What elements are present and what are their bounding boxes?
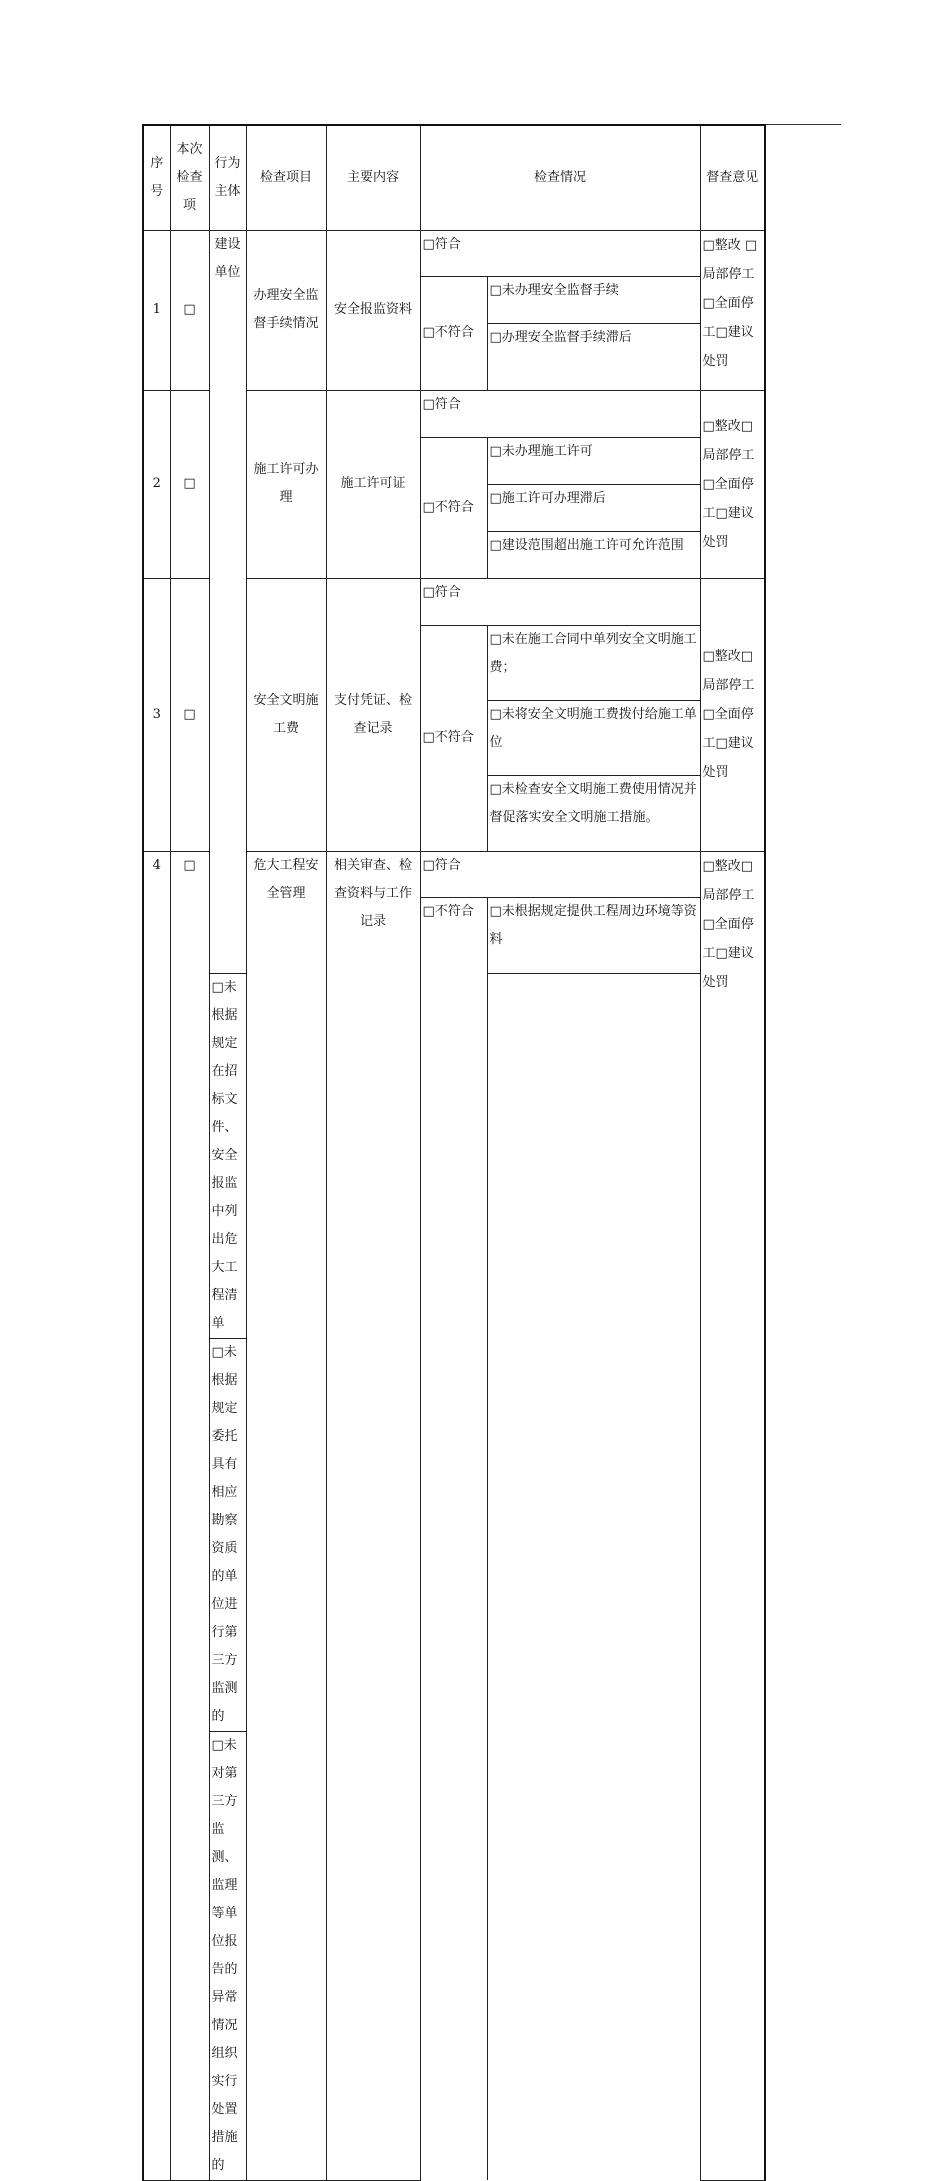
- main-content: 施工许可证: [326, 390, 420, 578]
- fault-option[interactable]: □未根据规定委托具有相应勘察资质的单位进行第三方监测的: [209, 1338, 246, 1731]
- fail-option[interactable]: □不符合: [420, 897, 487, 2180]
- row-number: 4: [143, 851, 170, 2180]
- fault-option[interactable]: □未将安全文明施工费拨付给施工单位: [487, 700, 700, 775]
- fault-option[interactable]: □未在施工合同中单列安全文明施工费；: [487, 625, 700, 700]
- check-item: 施工许可办理: [246, 390, 326, 578]
- opinion-options[interactable]: □整改□局部停工□全面停工□建议处罚: [700, 390, 765, 578]
- header-seq: 序 号: [143, 125, 170, 230]
- pass-option[interactable]: □符合: [420, 230, 700, 276]
- main-content: 支付凭证、检查记录: [326, 578, 420, 851]
- pass-option[interactable]: □符合: [420, 851, 700, 897]
- header-rule-extension: [763, 124, 841, 125]
- fault-option[interactable]: □办理安全监督手续滞后: [487, 323, 700, 390]
- pass-option[interactable]: □符合: [420, 390, 700, 437]
- fault-option[interactable]: □未根据规定在招标文件、安全报监中列出危大工程清单: [209, 973, 246, 1338]
- check-box[interactable]: □: [170, 390, 209, 578]
- check-box[interactable]: □: [170, 578, 209, 851]
- check-box[interactable]: □: [170, 230, 209, 390]
- main-content: 相关审查、检查资料与工作记录: [326, 851, 420, 2180]
- check-box[interactable]: □: [170, 851, 209, 2180]
- opinion-options[interactable]: □整改 □局部停工□全面停工□建议处罚: [700, 230, 765, 390]
- actor-cell: 建设 单位: [209, 230, 246, 973]
- inspection-table: [142, 124, 766, 2181]
- header-check-item: 检查项目: [246, 125, 326, 230]
- row-number: 1: [143, 230, 170, 390]
- check-item: 办理安全监督手续情况: [246, 230, 326, 390]
- check-item: 危大工程安全管理: [246, 851, 326, 2180]
- row-number: 2: [143, 390, 170, 578]
- header-row: [143, 125, 765, 230]
- fault-option[interactable]: □未办理安全监督手续: [487, 276, 700, 323]
- header-opinion: 督查意见: [700, 125, 765, 230]
- check-item: 安全文明施工费: [246, 578, 326, 851]
- opinion-options[interactable]: □整改□局部停工□全面停工□建议处罚: [700, 578, 765, 851]
- fault-option[interactable]: □未根据规定提供工程周边环境等资料: [487, 897, 700, 973]
- fail-option[interactable]: □不符合: [420, 437, 487, 578]
- row-number: 3: [143, 578, 170, 851]
- header-main-content: 主要内容: [326, 125, 420, 230]
- fault-option[interactable]: □未办理施工许可: [487, 437, 700, 484]
- pass-option[interactable]: □符合: [420, 578, 700, 625]
- fault-option[interactable]: □施工许可办理滞后: [487, 484, 700, 531]
- fault-option[interactable]: □建设范围超出施工许可允许范围: [487, 531, 700, 578]
- header-actor: 行为 主体: [209, 125, 246, 230]
- header-check-status: 检查情况: [420, 125, 700, 230]
- fail-option[interactable]: □不符合: [420, 276, 487, 390]
- fault-option[interactable]: □未对第三方监测、监理等单位报告的异常情况组织实行处置措施的: [209, 1731, 246, 2180]
- fail-option[interactable]: □不符合: [420, 625, 487, 851]
- header-current-item: 本次 检查 项: [170, 125, 209, 230]
- fault-option[interactable]: □未检查安全文明施工费使用情况并督促落实安全文明施工措施。: [487, 775, 700, 851]
- main-content: 安全报监资料: [326, 230, 420, 390]
- opinion-options[interactable]: □整改□局部停工□全面停工□建议处罚: [700, 851, 765, 2180]
- table-row: [143, 230, 765, 276]
